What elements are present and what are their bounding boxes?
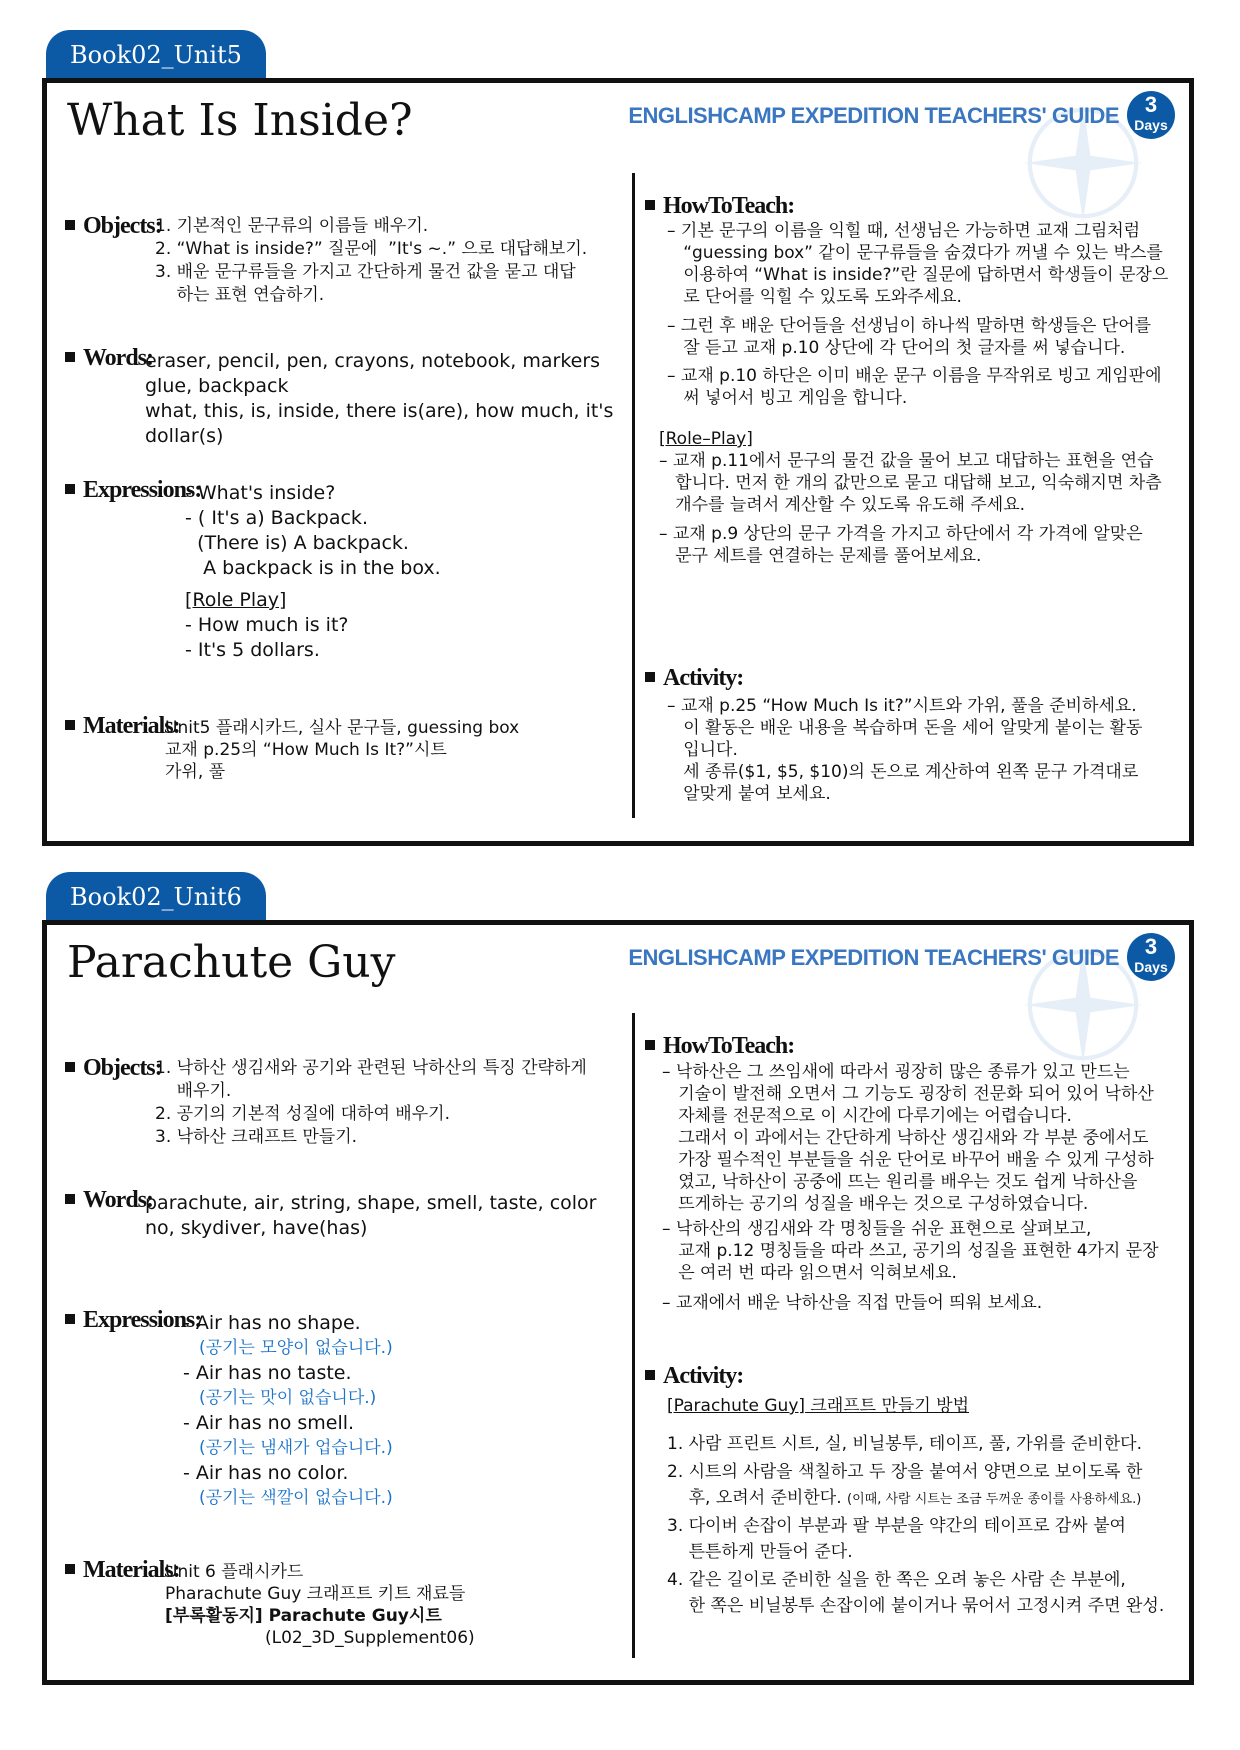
howtoteach-item: – 기본 문구의 이름을 익힐 때, 선생님은 가능하면 교재 그림처럼 xyxy=(667,221,1141,241)
howtoteach-item: 은 여러 번 따라 읽으면서 익혀보세요. xyxy=(662,1263,957,1283)
unit6-card xyxy=(42,920,1194,1685)
activity-item: 알맞게 붙여 보세요. xyxy=(667,784,831,804)
unit5-title: What Is Inside? xyxy=(67,95,413,146)
expressions-translation: (공기는 냄새가 업습니다.) xyxy=(199,1438,393,1458)
words-item: parachute, air, string, shape, smell, taste, color xyxy=(145,1192,597,1214)
words-item: dollar(s) xyxy=(145,425,224,447)
howtoteach-item: 그래서 이 과에서는 간단하게 낙하산 생김새와 각 부분 중에서도 xyxy=(662,1128,1149,1148)
objects-item: 1. 기본적인 문구류의 이름들 배우기. xyxy=(155,216,429,236)
activity-step: 튼튼하게 만들어 준다. xyxy=(667,1542,853,1562)
materials-item: Unit5 플래시카드, 실사 문구들, guessing box xyxy=(165,718,520,738)
roleplay-item: 개수를 늘려서 계산할 수 있도록 유도해 주세요. xyxy=(659,495,1026,515)
howtoteach-heading: HowToTeach: xyxy=(645,193,794,220)
activity-step: 한 쪽은 비닐봉투 손잡이에 붙이거나 묶어서 고정시켜 주면 완성. xyxy=(667,1596,1165,1616)
days-label: Days xyxy=(1134,959,1168,975)
materials-heading: Materials: xyxy=(65,713,180,740)
objects-item: 2. 공기의 기본적 성질에 대하여 배우기. xyxy=(155,1104,450,1124)
howtoteach-item: 기술이 발전해 오면서 그 기능도 굉장히 전문화 되어 있어 낙하산 xyxy=(662,1084,1154,1104)
expressions-item: - What's inside? xyxy=(185,482,336,504)
square-bullet-icon xyxy=(645,200,655,210)
square-bullet-icon xyxy=(65,484,75,494)
materials-item: (L02_3D_Supplement06) xyxy=(265,1628,475,1648)
expressions-translation: (공기는 모양이 없습니다.) xyxy=(199,1338,393,1358)
square-bullet-icon xyxy=(65,720,75,730)
objects-heading: Objects: xyxy=(65,213,162,240)
words-item: what, this, is, inside, there is(are), how much, it's xyxy=(145,400,614,422)
activity-step: 2. 시트의 사람을 색칠하고 두 장을 붙여서 양면으로 보이도록 한 xyxy=(667,1462,1143,1482)
role-play-label: [Role Play] xyxy=(185,589,287,611)
howtoteach-heading: HowToTeach: xyxy=(645,1033,794,1060)
howtoteach-item: 써 넣어서 빙고 게임을 합니다. xyxy=(667,388,908,408)
days-badge xyxy=(1127,933,1175,981)
objects-item: 3. 낙하산 크래프트 만들기. xyxy=(155,1127,358,1147)
square-bullet-icon xyxy=(65,352,75,362)
activity-item: 세 종류($1, $5, $10)의 돈으로 계산하여 왼쪽 문구 가격대로 xyxy=(667,762,1139,782)
expressions-heading: Expressions: xyxy=(65,1307,201,1334)
activity-step: 후, 오려서 준비한다. (이때, 사람 시트는 조금 두꺼운 종이를 사용하세요.) xyxy=(667,1488,1142,1508)
column-divider xyxy=(632,1013,635,1658)
objects-item: 1. 낙하산 생김새와 공기와 관련된 낙하산의 특징 간략하게 xyxy=(155,1058,587,1078)
activity-note: (이때, 사람 시트는 조금 두꺼운 종이를 사용하세요.) xyxy=(847,1492,1142,1507)
words-heading: Words: xyxy=(65,345,153,372)
words-item: no, skydiver, have(has) xyxy=(145,1217,368,1239)
materials-item: Unit 6 플래시카드 xyxy=(165,1562,304,1582)
materials-item: 가위, 풀 xyxy=(165,762,226,782)
roleplay-label: [Role–Play] xyxy=(659,429,753,449)
unit6-title: Parachute Guy xyxy=(67,937,396,988)
activity-step: 3. 다이버 손잡이 부분과 팔 부분을 약간의 테이프로 감싸 붙여 xyxy=(667,1516,1126,1536)
expressions-item: - Air has no color. xyxy=(183,1462,349,1484)
howtoteach-item: 였고, 낙하산이 공중에 뜨는 원리를 배우는 것도 쉽게 낙하산을 xyxy=(662,1172,1138,1192)
objects-item: 배우기. xyxy=(155,1081,232,1101)
guide-title: ENGLISHCAMP EXPEDITION TEACHERS' GUIDE xyxy=(628,103,1119,128)
howtoteach-item: 로 단어를 익힐 수 있도록 도와주세요. xyxy=(667,287,962,307)
objects-item: 3. 배운 문구류들을 가지고 간단하게 물건 값을 묻고 대답 xyxy=(155,262,576,282)
activity-item: – 교재 p.25 “How Much Is it?”시트와 가위, 풀을 준비하세요. xyxy=(667,696,1137,716)
unit5-card xyxy=(42,78,1194,846)
howtoteach-item: – 그런 후 배운 단어들을 선생님이 하나씩 말하면 학생들은 단어를 xyxy=(667,316,1152,336)
words-heading: Words: xyxy=(65,1187,153,1214)
objects-item: 2. “What is inside?” 질문에 ”It's ~.” 으로 대답해보기. xyxy=(155,239,588,259)
expressions-item: - Air has no smell. xyxy=(183,1412,355,1434)
howtoteach-item: 잘 듣고 교재 p.10 상단에 각 단어의 첫 글자를 써 넣습니다. xyxy=(667,338,1126,358)
objects-item: 하는 표현 연습하기. xyxy=(155,285,325,305)
days-badge xyxy=(1127,91,1175,139)
roleplay-item: – 교재 p.11에서 문구의 물건 값을 물어 보고 대답하는 표현을 연습 xyxy=(659,451,1154,471)
activity-heading: Activity: xyxy=(645,1363,743,1390)
howtoteach-item: 가장 필수적인 부분들을 쉬운 단어로 바꾸어 배울 수 있게 구성하 xyxy=(662,1150,1154,1170)
expressions-item: - Air has no taste. xyxy=(183,1362,352,1384)
activity-item: 입니다. xyxy=(667,740,738,760)
expressions-item: - ( It's a) Backpack. xyxy=(185,507,368,529)
howtoteach-item: 뜨게하는 공기의 성질을 배우는 것으로 구성하였습니다. xyxy=(662,1194,1089,1214)
square-bullet-icon xyxy=(65,1194,75,1204)
unit6-tab: Book02_Unit6 xyxy=(46,872,266,922)
howtoteach-item: – 낙하산은 그 쓰임새에 따라서 굉장히 많은 종류가 있고 만드는 xyxy=(662,1062,1130,1082)
expressions-translation: (공기는 맛이 없습니다.) xyxy=(199,1388,377,1408)
expressions-item: (There is) A backpack. xyxy=(185,532,409,554)
roleplay-item: 문구 세트를 연결하는 문제를 풀어보세요. xyxy=(659,546,982,566)
square-bullet-icon xyxy=(65,1314,75,1324)
words-item: glue, backpack xyxy=(145,375,289,397)
roleplay-item: – 교재 p.9 상단의 문구 가격을 가지고 하단에서 각 가격에 알맞은 xyxy=(659,524,1143,544)
howtoteach-item: 교재 p.12 명칭들을 따라 쓰고, 공기의 성질을 표현한 4가지 문장 xyxy=(662,1241,1159,1261)
days-number: 3 xyxy=(1144,92,1158,117)
unit5-tab: Book02_Unit5 xyxy=(46,30,266,80)
square-bullet-icon xyxy=(65,1564,75,1574)
activity-item: 이 활동은 배운 내용을 복습하며 돈을 세어 알맞게 붙이는 활동 xyxy=(667,718,1143,738)
square-bullet-icon xyxy=(65,1062,75,1072)
role-play-item: - How much is it? xyxy=(185,614,349,636)
howtoteach-item: – 교재에서 배운 낙하산을 직접 만들어 띄워 보세요. xyxy=(662,1293,1043,1313)
expressions-heading: Expressions: xyxy=(65,477,201,504)
materials-item: [부록활동지] Parachute Guy시트 xyxy=(165,1606,442,1626)
expressions-translation: (공기는 색깔이 없습니다.) xyxy=(199,1488,393,1508)
activity-step: 4. 같은 길이로 준비한 실을 한 쪽은 오려 놓은 사람 손 부분에, xyxy=(667,1570,1126,1590)
words-item: eraser, pencil, pen, crayons, notebook, markers xyxy=(145,350,601,372)
howtoteach-item: 이용하여 “What is inside?”란 질문에 답하면서 학생들이 문장으 xyxy=(667,265,1169,285)
materials-item: Pharachute Guy 크래프트 키트 재료들 xyxy=(165,1584,466,1604)
roleplay-item: 합니다. 먼저 한 개의 값만으로 묻고 대답해 보고, 익숙해지면 차츰 xyxy=(659,473,1162,493)
howtoteach-item: – 낙하산의 생김새와 각 명칭들을 쉬운 표현으로 살펴보고, xyxy=(662,1219,1092,1239)
howtoteach-item: “guessing box” 같이 문구류들을 숨겼다가 꺼낼 수 있는 박스를 xyxy=(667,243,1163,263)
howtoteach-item: – 교재 p.10 하단은 이미 배운 문구 이름을 무작위로 빙고 게임판에 xyxy=(667,366,1162,386)
days-label: Days xyxy=(1134,117,1168,133)
square-bullet-icon xyxy=(645,672,655,682)
square-bullet-icon xyxy=(645,1040,655,1050)
days-number: 3 xyxy=(1144,934,1158,959)
activity-subtitle: [Parachute Guy] 크래프트 만들기 방법 xyxy=(667,1396,970,1416)
column-divider xyxy=(632,173,635,818)
materials-item: 교재 p.25의 “How Much Is It?”시트 xyxy=(165,740,447,760)
objects-heading: Objects: xyxy=(65,1055,162,1082)
guide-title: ENGLISHCAMP EXPEDITION TEACHERS' GUIDE xyxy=(628,945,1119,970)
expressions-item: - Air has no shape. xyxy=(183,1312,361,1334)
square-bullet-icon xyxy=(645,1370,655,1380)
activity-heading: Activity: xyxy=(645,665,743,692)
howtoteach-item: 자체를 전문적으로 이 시간에 다루기에는 어렵습니다. xyxy=(662,1106,1072,1126)
square-bullet-icon xyxy=(65,220,75,230)
materials-heading: Materials: xyxy=(65,1557,180,1584)
activity-step: 1. 사람 프린트 시트, 실, 비닐봉투, 테이프, 풀, 가위를 준비한다. xyxy=(667,1434,1142,1454)
role-play-item: - It's 5 dollars. xyxy=(185,639,320,661)
expressions-item: A backpack is in the box. xyxy=(185,557,441,579)
